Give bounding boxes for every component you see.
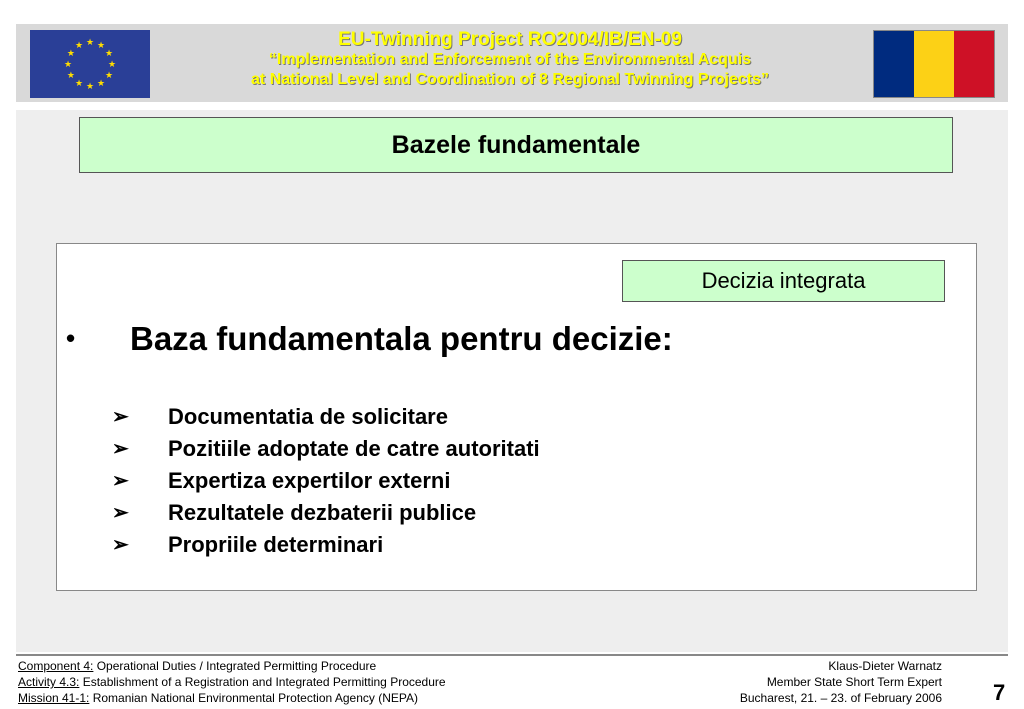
flag-stripe-red (954, 31, 994, 97)
header-subtitle-line2: at National Level and Coordination of 8 Regional Twinning Projects” (251, 71, 769, 88)
list-item-text: Expertiza expertilor externi (168, 468, 451, 493)
eu-star-icon: ★ (96, 78, 106, 89)
eu-star-icon: ★ (85, 37, 95, 47)
eu-star-icon: ★ (105, 70, 114, 80)
arrow-bullet-icon: ➢ (112, 438, 129, 460)
footer-component-line: Component 4: Operational Duties / Integrated Permitting Procedure (18, 659, 377, 673)
arrow-bullet-icon: ➢ (112, 502, 129, 524)
flag-stripe-blue (874, 31, 914, 97)
page-number: 7 (993, 680, 1006, 705)
eu-star-icon: ★ (96, 39, 106, 50)
list-item-text: Pozitiile adoptate de catre autoritati (168, 436, 540, 461)
footer-author-name: Klaus-Dieter Warnatz (828, 659, 942, 673)
slide-title: Bazele fundamentale (79, 117, 953, 173)
arrow-bullet-icon: ➢ (112, 406, 129, 428)
bullet-dot: • (66, 323, 76, 353)
eu-star-icon: ★ (63, 59, 73, 69)
list-item-text: Rezultatele dezbaterii publice (168, 500, 477, 525)
list-item-text: Propriile determinari (168, 532, 384, 557)
header-project-line: EU-Twinning Project RO2004/IB/EN-09 (338, 29, 682, 50)
footer-location-date: Bucharest, 21. – 23. of February 2006 (739, 691, 942, 705)
arrow-bullet-icon: ➢ (112, 534, 129, 556)
flag-stripe-yellow (914, 31, 954, 97)
eu-star-icon: ★ (66, 70, 75, 80)
footer-author-role: Member State Short Term Expert (766, 675, 942, 689)
footer-activity-line: Activity 4.3: Establishment of a Registration and Integrated Permitting Procedure (18, 675, 446, 689)
footer-mission-line: Mission 41-1: Romanian National Environmental Protection Agency (NEPA) (18, 691, 418, 705)
eu-star-icon: ★ (74, 78, 84, 89)
eu-star-icon: ★ (107, 59, 117, 69)
eu-star-icon: ★ (85, 81, 95, 91)
arrow-bullet-icon: ➢ (112, 470, 129, 492)
topic-tag: Decizia integrata (622, 260, 945, 302)
romania-flag-icon (873, 30, 995, 98)
list-item-text: Documentatia de solicitare (168, 404, 448, 429)
eu-star-icon: ★ (105, 48, 114, 58)
header-subtitle-line1: “Implementation and Enforcement of the Environmental Acquis (268, 51, 752, 68)
main-bullet-text: Baza fundamentala pentru decizie: (130, 320, 673, 357)
footer-divider (16, 654, 1008, 656)
header-title (160, 30, 860, 90)
footer-author-info (740, 658, 942, 706)
eu-star-icon: ★ (66, 48, 75, 58)
footer-project-info (18, 658, 446, 706)
eu-flag-icon (30, 30, 150, 98)
eu-star-icon: ★ (74, 39, 84, 50)
